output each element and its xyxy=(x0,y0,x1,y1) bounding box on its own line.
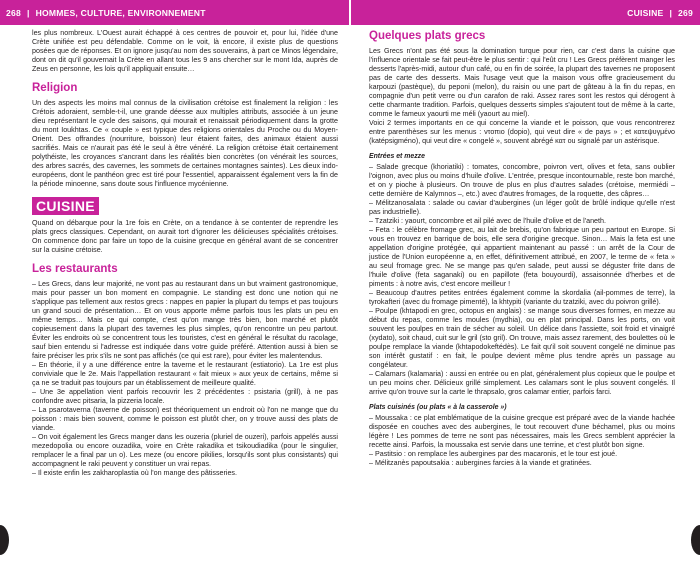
cooked-dishes-heading: Plats cuisinés (ou plats « à la casserole ») xyxy=(369,404,507,411)
right-page-header xyxy=(351,0,700,25)
restaurants-paragraph: – Il existe enfin les zakharoplastia où l'on mange des pâtisseries. xyxy=(32,469,237,477)
entree-item: – Mélitzanosalata : salade ou caviar d'aubergines (un léger goût de brûlé indique qu'elle n'est pas industrielle). xyxy=(369,199,675,216)
cuisine-intro-paragraph: Quand on débarque pour la 1re fois en Crète, on a tendance à se contenter de reprendre les plats grecs classiques. Cependant, on aurait tort d'ignorer les délicieuses spécialités crétoises. On commence donc par faire un topo de la cuisine grecque en général avant de se concentrer sur la cuisine crétoise. xyxy=(32,219,338,254)
entree-item: – Tzatziki : yaourt, concombre et ail pilé avec de l'huile d'olive et de l'aneth. xyxy=(369,217,606,225)
greek-dishes-paragraph: Les Grecs n'ont pas été sous la domination turque pour rien, car c'est dans la cuisine que l'influence orientale se fait peut-être le plus sentir : qui l'eût cru ! Les Grecs préfèrent manger les desserts l'après-midi, autour d'un café, ou en fin de soirée, la plupart des tavernes ne proposent pas de carte des desserts. Mais l'usage veut que la maison vous offre gracieusement du karpouzi (pastèque), du peponi (melon), du raisin ou une part de gâteau à la fin du repas, en compagnie d'un petit verre ou d'un carafon de raki. Assez rares sont les restos qui dérogent à cette charmante tradition. Parfois, quelques desserts simples s'ajoutent tout de même à la carte, comme le fameux yaourti me méli (yaourt au miel). xyxy=(369,47,675,118)
cooked-dish-item: – Pastitsio : on remplace les aubergines par des macaronis, et le tour est joué. xyxy=(369,450,618,458)
entree-item: – Salade grecque (khoriatiki) : tomates, concombre, poivron vert, olives et feta, sans oublier l'oignon, avec plus ou moins d'huile d'olive. L'entrée, presque incontournable, reste bon marché, et on y pioche à plusieurs. On trouve de plus en plus d'autres salades (crétoise, mermiédi – cette dernière de Kalymnos –, etc.) avec d'autres fromages, de la roquette, des câpres… xyxy=(369,163,675,198)
entree-item: – Poulpe (khtapodi en grec, octopus en anglais) : se mange sous diverses formes, en mezze au début du repas, comme les moules (mydhia), ou en plat principal. Dans les ports, on voit souvent les poulpes en train de sécher au soleil. Un délice dans l'assiette, soit froid et vinaigré (xydato), soit chaud, cuit sur le gril (sto gril). On trouve, mais assez rarement, des boulettes où le poulpe remplace la viande (khtapodokeftédès). Le fait qu'il soit souvent congelé ne diminue pas son intérêt gustatif : en fait, le poulpe devient même plus tendre après un passage au congélateur. xyxy=(369,307,675,369)
cuisine-section-title: CUISINE xyxy=(32,197,99,215)
entree-item: – Feta : le célèbre fromage grec, au lait de brebis, qu'on fabrique un peu partout en Europe. Si vous en trouvez en barrique de bois, elle sera d'origine grecque. Sinon… Mais la feta est une appellation d'origine protégée, qui appartient maintenant au passé : un arrêt de la Cour de justice de l'Union européenne a, en effet, définitivement attribué, en 2007, le terme de « feta » au seul fromage grec. Ne se mange pas qu'en salade, peut aussi se déguster frite dans de l'huile d'olive (feta saganaki) ou en papillote (feta bouyourdi), assaisonnée d'herbes et de piments : à notre avis, c'est encore meilleur ! xyxy=(369,226,675,288)
header-separator: | xyxy=(669,7,673,18)
intro-paragraph: les plus nombreux. L'Ouest aurait échappé à ces centres de pouvoir et, pour lui, l'idée d'une Crète unifiée est peu défendable. Comme on le voit, là encore, il existe plus de questions posées que de réponses. Et on ignore jusqu'au nom des souverains, à part ce Minos légendaire, dont on dit qu'il gouvernait la Crète en allant tous les 9 ans chercher sur le mont Ida, auprès de Zeus en personne, les lois qu'il appliquait ensuite… xyxy=(32,29,338,73)
left-page-column xyxy=(32,29,338,478)
entrees-heading: Entrées et mezze xyxy=(369,153,425,160)
right-page-column xyxy=(369,29,675,468)
cooked-dish-item: – Mélitzanès papoutsakia : aubergines farcies à la viande et gratinées. xyxy=(369,459,592,467)
religion-heading: Religion xyxy=(32,82,78,94)
left-page-header xyxy=(0,0,349,25)
restaurants-heading: Les restaurants xyxy=(32,263,118,275)
entree-item: – Beaucoup d'autres petites entrées également comme la skordalia (ail-pommes de terre), la tyrokafteri (avec du fromage pimenté), la khtypiti (variante du tzatziki, avec du poivron grillé). xyxy=(369,289,675,306)
menu-terms-paragraph: Voici 2 termes importants en ce qui concerne la viande et le poisson, que vous rencontrerez entre parenthèses sur les menus : ντοπιο (dopio), qui veut dire « de pays » ; et κατεψυγμένο (katépsigméno), qui veut dire « congelé », souvent abrégé κατ ou signalé par un astérisque. xyxy=(369,119,675,145)
header-separator: | xyxy=(26,7,30,18)
left-running-title: HOMMES, CULTURE, ENVIRONNEMENT xyxy=(35,7,206,18)
restaurants-paragraph: – Les Grecs, dans leur majorité, ne vont pas au restaurant dans un but vraiment gastronomique, mais pour passer un bon moment en compagnie. Le standing est donc une notion qui ne s'applique pas tellement aux restos grecs : nappes en papier la plupart du temps et pas toujours un grand souci de présentation… Et on vous apporte même parfois tous les plats un peu en même temps… Mais ce qui compte, c'est qu'on mange très bien, bon marché et plutôt copieusement dans la plupart des tavernes les plus simples, qu'on rencontre un peu partout. Éviter les endroits où se concentrent tous les touristes, c'est en général le résultat du racolage, sauf bien entendu si l'adresse est indiquée dans votre guide préféré. Attention aussi à bien se faire préciser les prix s'ils ne sont pas affichés (ce qui est rare), pour éviter les malentendus. xyxy=(32,280,338,360)
cooked-dish-item: – Moussaka : ce plat emblématique de la cuisine grecque est préparé avec de la viande hachée disposée en couches avec des aubergines, le tout recouvert d'une béchamel, plus ou moins légère ! Les pommes de terre ne sont pas nécessaires, mais les Grecs semblent apprécier la recette ainsi. Parfois, la moussaka est servie dans une terrine, et c'est plutôt bon signe. xyxy=(369,414,675,449)
left-page-number: 268 xyxy=(6,7,21,18)
thumb-tab-marker xyxy=(0,525,9,555)
restaurants-paragraph: – En théorie, il y a une différence entre la taverne et le restaurant (estiatorio). La 1re est plus conviviale que le 2e. Mais l'appellation restaurant « fait mieux » aux yeux de certains, même si ça ne se traduit pas toujours par un établissement de meilleure qualité. xyxy=(32,361,338,387)
religion-paragraph: Un des aspects les moins mal connus de la civilisation crétoise est finalement la religion : les Crétois adoraient, semble-t-il, une grande déesse aux multiples attributs, associée à un jeune dieu représentant le cycle des saisons, qui mourait et renaissait périodiquement dans la grotte du mont Ioukhtas. Ce « couple » est typique des religions orientales du Proche ou du Moyen-Orient. Des offrandes (nourriture, boisson) leur étaient faites, des animaux étaient aussi sacrifiés. Mais ce n'aurait pas été le seul à être vénéré. La religion crétoise était certainement polythéiste, les croyances s'ancrant dans les réalités bien concrètes (on vénérait les sources, des arbres sacrés, des cavernes, les sommets de certaines montagnes saintes). Les dieux indo-européens, dont le panthéon grec est tiré pour l'essentiel, apparaissent également vers la fin de la période minoenne, sans doute sous l'influence mycénienne. xyxy=(32,99,338,188)
right-running-title: CUISINE xyxy=(627,7,664,18)
right-page-number: 269 xyxy=(678,7,693,18)
greek-dishes-heading: Quelques plats grecs xyxy=(369,30,486,42)
restaurants-paragraph: – La psarotaverna (taverne de poisson) est théoriquement un endroit où l'on ne mange que du poisson : mais bien souvent, comme le poisson est plutôt cher, on y trouve aussi des plats de viande. xyxy=(32,406,338,432)
page-gutter xyxy=(349,0,351,584)
entree-item: – Calamars (kalamaria) : aussi en entrée ou en plat, généralement plus copieux que le poulpe et un peu moins cher. Délicieux grillé simplement. Les calamars sont le plus souvent congelés. Il arrive qu'on trouve sur la carte le thrapsalo, gros calamar entier, parfois farci. xyxy=(369,370,675,396)
restaurants-paragraph: – Une 3e appellation vient parfois recouvrir les 2 précédentes : psistaria (grill), à ne pas confondre avec pitsaria, la pizzeria locale. xyxy=(32,388,338,405)
restaurants-paragraph: – On voit également les Grecs manger dans les ouzeria (pluriel de ouzeri), parfois appelés aussi mezedopolia ou encore ouzadika, voire en Crète rakadika et tsikoudiadika (pour le singulier, remplacer le a final par un o). Les meze (ou encore pikilies, lorsqu'ils sont plus consistants) qui accompagnent le raki peuvent y constituer un vrai repas. xyxy=(32,433,338,468)
thumb-tab-marker xyxy=(691,525,700,555)
